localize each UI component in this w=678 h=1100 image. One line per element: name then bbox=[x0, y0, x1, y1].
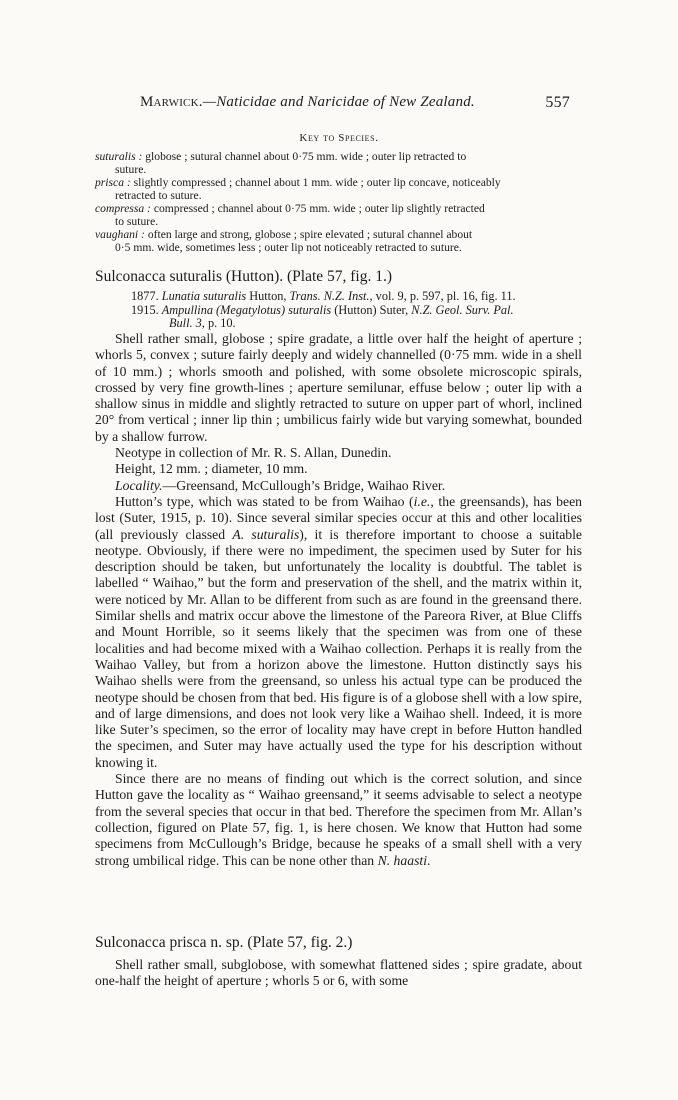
species-heading-prisca: Sulconacca prisca n. sp. (Plate 57, fig. 2.) bbox=[95, 934, 353, 951]
ref-year: 1877. bbox=[131, 289, 162, 303]
text-run: Since there are no means of finding out which is the correct solution, and since Hutton gave the locality as “ Waihao greensand,” it seems advisable to select a neotype from the several species that occur in that bed. Therefore the specimen from Mr. Allan’s collection, figured on Plate 57, fig. 1, is here chosen. We know that Hutton had some specimens from McCullough’s Bridge, because he speaks of a small shell with a very strong umbilical ridge. This can be none other than bbox=[95, 771, 582, 868]
key-description: globose ; sutural channel about 0·75 mm. wide ; outer lip retracted to bbox=[142, 150, 467, 163]
discussion-paragraph bbox=[95, 494, 582, 771]
key-species-name: suturalis : bbox=[95, 150, 143, 163]
dimensions-line: Height, 12 mm. ; diameter, 10 mm. bbox=[115, 461, 308, 477]
running-header bbox=[140, 94, 570, 111]
key-to-species bbox=[95, 150, 582, 254]
ref-taxon: Lunatia suturalis bbox=[161, 289, 247, 303]
discussion-paragraph bbox=[95, 771, 582, 869]
ref-citation: , vol. 9, p. 597, pl. 16, fig. 11. bbox=[369, 289, 516, 303]
key-species-name: prisca : bbox=[95, 176, 131, 189]
text-run: ), it is therefore important to choose a suitable neotype. Obviously, if there were no impediment, the specimen used by Suter for his description should be taken, but unfortunately the locality is doubtful. The tablet is labelled “ Waihao,” but the form and preservation of the shell, and the matrix within it, were noticed by Mr. Allan to be different from such as are found in the greensand there. Similar shells and matrix occur above the limestone of the Pareora River, at Blue Cliffs and Mount Horrible, so it seems likely that the specimen was from one of these localities and had become mixed with a Waihao collection. Perhaps it is really from the Waihao Valley, but from a horizon above the limestone. Hutton distinctly says his Waihao shells were from the greensand, so unless his actual type can be produced the neotype should be chosen from that bed. His figure is of a globose shell with a low spire, and of large dimensions, and does not look very like a Waihao shell. Indeed, it is more like Suter’s specimen, so the error of locality may have crept in before Hutton handled the specimen, and Suter may have actually used the type for his description without knowing it. bbox=[95, 526, 582, 770]
page-number: 557 bbox=[545, 94, 570, 111]
locality-label: Locality. bbox=[115, 477, 163, 493]
ref-journal: Trans. N.Z. Inst. bbox=[289, 289, 370, 303]
ref-bulletin: Bull. 3 bbox=[169, 316, 202, 330]
ref-journal: N.Z. Geol. Surv. Pal. bbox=[411, 302, 514, 317]
key-entry bbox=[95, 150, 582, 176]
header-author: Marwick. bbox=[140, 94, 203, 110]
key-description-continued: 0·5 mm. wide, sometimes less ; outer lip not noticeably retracted to suture. bbox=[115, 241, 462, 254]
species-description-suturalis bbox=[95, 331, 582, 869]
key-description: compressed ; channel about 0·75 mm. wide ; outer lip slightly retracted bbox=[150, 202, 485, 215]
species-name-italic: A. suturalis bbox=[232, 526, 300, 542]
description-paragraph: Shell rather small, globose ; spire gradate, a little over half the height of aperture ; whorls 5, convex ; suture fairly deeply and widely channelled (0·75 mm. wide in a shell of 10 mm.) ; whorls smooth and polished, with some obsolete microscopic spirals, crossed by very fine growth-lines ; aperture semilunar, effuse below ; outer lip with a shallow sinus in middle and slightly retracted to suture on upper part of whorl, inclined 20° from vertical ; inner lip thin ; umbilicus fairly wide but varying somewhat, bounded by a shallow furrow. bbox=[95, 331, 582, 444]
text-run: , the greensands), has been lost (Suter, 1915, p. 10). Since several similar species occur at this and other localities (all previously classed bbox=[95, 493, 582, 542]
description-paragraph: Shell rather small, subglobose, with somewhat flattened sides ; spire gradate, about one-half the height of aperture ; whorls 5 or 6, with some bbox=[95, 957, 582, 989]
header-title: —Naticidae and Naricidae of New Zealand. bbox=[202, 94, 475, 110]
ref-taxon: Ampullina (Megatylotus) suturalis bbox=[161, 302, 332, 317]
key-description-continued: to suture. bbox=[115, 215, 159, 228]
species-heading-suturalis: Sulconacca suturalis (Hutton). (Plate 57, fig. 1.) bbox=[95, 268, 393, 285]
synonymy-list bbox=[131, 290, 582, 331]
key-description: slightly compressed ; channel about 1 mm. wide ; outer lip concave, noticeably bbox=[130, 176, 501, 189]
key-description: often large and strong, globose ; spire elevated ; sutural channel about bbox=[144, 228, 473, 241]
ref-author: (Hutton) Suter, bbox=[331, 302, 412, 317]
key-species-name: compressa : bbox=[95, 202, 151, 215]
neotype-line: Neotype in collection of Mr. R. S. Allan, Dunedin. bbox=[115, 445, 392, 461]
synonymy-entry bbox=[131, 290, 582, 304]
text-run: . bbox=[427, 852, 431, 868]
ref-author: Hutton, bbox=[246, 289, 290, 303]
key-entry bbox=[95, 228, 582, 254]
text-run: Hutton’s type, which was stated to be from Waihao ( bbox=[115, 493, 414, 509]
locality-text: —Greensand, McCullough’s Bridge, Waihao River. bbox=[162, 477, 446, 493]
key-to-species-title: Key to Species. bbox=[299, 132, 379, 144]
key-description-continued: suture. bbox=[115, 163, 147, 176]
species-name-italic: N. haasti bbox=[377, 852, 427, 868]
key-description-continued: retracted to suture. bbox=[115, 189, 202, 202]
key-species-name: vaughani : bbox=[95, 228, 145, 241]
species-description-prisca bbox=[95, 957, 582, 990]
key-entry bbox=[95, 176, 582, 202]
text-italic: i.e. bbox=[413, 493, 431, 509]
synonymy-entry bbox=[131, 304, 582, 331]
key-entry bbox=[95, 202, 582, 228]
ref-year: 1915. bbox=[131, 302, 162, 317]
locality-line bbox=[95, 478, 582, 494]
ref-citation: , p. 10. bbox=[201, 316, 236, 330]
